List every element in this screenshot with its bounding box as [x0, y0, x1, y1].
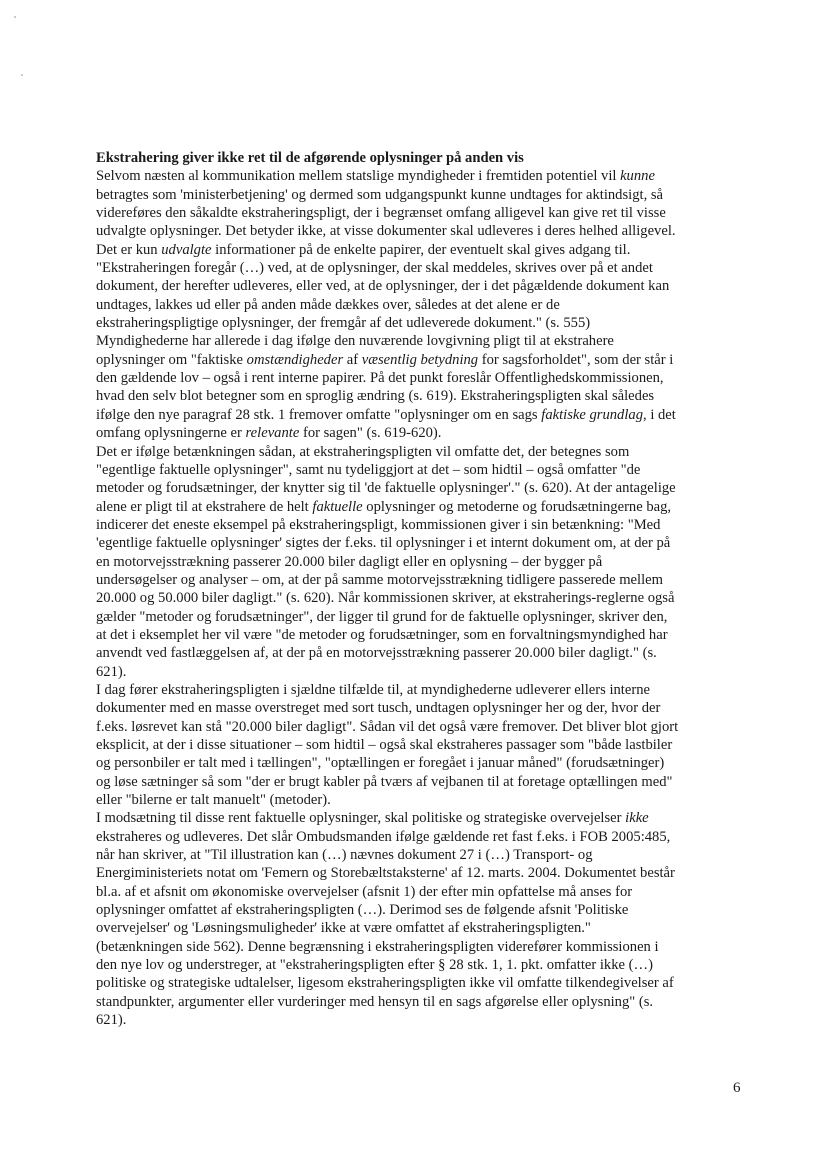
text-line [96, 663, 746, 681]
text-run: "egentlige faktuelle oplysninger", samt nu tydeliggjort at det – som hidtil – også omfatter "de [96, 461, 641, 478]
text-run: Det er kun [96, 241, 162, 258]
text-line [96, 608, 746, 626]
text-run: videreføres den såkaldte ekstraheringspligt, der i begrænset omfang alligevel kan give ret til visse [96, 205, 666, 222]
text-run: oplysninger og metoderne og forudsætningerne bag, [362, 498, 672, 515]
text-run: Myndighederne har allerede i dag ifølge den nuværende lovgivning pligt til at ekstrahere [96, 333, 614, 350]
text-line [96, 883, 746, 901]
text-run: eller "bilerne er talt manuelt" (metoder). [96, 792, 331, 809]
text-line [96, 974, 746, 992]
text-run: af [343, 351, 362, 368]
text-line [96, 387, 746, 405]
text-line [96, 443, 746, 461]
text-run: når han skriver, at "Til illustration kan (…) nævnes dokument 27 i (…) Transport- og [96, 847, 593, 864]
text-run: en motorvejsstrækning passerer 20.000 biler dagligt eller en oplysning – der bygger på [96, 553, 603, 570]
text-line [96, 791, 746, 809]
text-run: metoder og forudsætninger, der knytter sig til 'de faktuelle oplysninger'." (s. 620). At der antagelige [96, 480, 676, 497]
text-line [96, 332, 746, 350]
text-line [96, 773, 746, 791]
text-line [96, 461, 746, 479]
text-line [96, 424, 746, 442]
text-line [96, 479, 746, 497]
text-run: ekstraheres og udleveres. Det slår Ombudsmanden ifølge gældende ret fast f.eks. i FOB 2005:485, [96, 828, 671, 845]
text-run: politiske og strategiske udtalelser, ligesom ekstraheringspligten ikke vil omfatte tilkendegivelser af [96, 975, 674, 992]
italic-run: ikke [625, 810, 649, 827]
text-run: anvendt ved fastlæggelsen af, at der på en motorvejsstrækning passerer 20.000 biler dagligt." (s. [96, 645, 657, 662]
text-line [96, 919, 746, 937]
text-line [96, 681, 746, 699]
text-line [96, 938, 746, 956]
text-run: gælder "metoder og forudsætninger", der ligger til grund for de faktuelle oplysninger, skriver den, [96, 608, 668, 625]
text-run: 20.000 og 50.000 biler dagligt." (s. 620). Når kommissionen skriver, at ekstraherings-reglerne også [96, 590, 675, 607]
text-line [96, 534, 746, 552]
text-line [96, 901, 746, 919]
text-line [96, 589, 746, 607]
italic-run: faktuelle [312, 498, 363, 515]
text-run: omfang oplysningerne er [96, 425, 246, 442]
text-run: ifølge den nye paragraf 28 stk. 1 fremover omfatte "oplysninger om en sags [96, 406, 542, 423]
text-line [96, 167, 746, 185]
text-run: standpunkter, argumenter eller vurderinger med hensyn til en sags afgørelse eller oplysning" (s. [96, 993, 654, 1010]
text-line [96, 828, 746, 846]
text-run: ekstraheringspligtige oplysninger, der fremgår af det udleverede dokument." (s. 555) [96, 315, 591, 332]
text-run: undersøgelser og analyser – om, at der på samme motorvejsstrækning tidligere passerede mellem [96, 571, 663, 588]
text-run: I modsætning til disse rent faktuelle oplysninger, skal politiske og strategiske overvejelser [96, 810, 626, 827]
text-line [96, 699, 746, 717]
italic-run: kunne [620, 168, 655, 185]
document-body [96, 149, 746, 1030]
text-line [96, 222, 746, 240]
scan-speck [21, 74, 23, 76]
text-run: oplysninger om "faktiske [96, 351, 247, 368]
text-run: 621). [96, 663, 127, 680]
italic-run: væsentlig betydning [361, 351, 479, 368]
text-line [96, 498, 746, 516]
italic-run: faktiske grundlag [541, 406, 644, 423]
text-line [96, 186, 746, 204]
text-run: udvalgte oplysninger. Det betyder ikke, at visse dokumenter skal udleveres i deres helhed alligevel. [96, 223, 676, 240]
text-line [96, 993, 746, 1011]
text-line [96, 351, 746, 369]
text-run: dokumenter med en masse overstreget med sort tusch, undtagen oplysninger her og der, hvor der [96, 700, 661, 717]
text-line [96, 846, 746, 864]
text-line [96, 369, 746, 387]
text-run: oplysninger omfattet af ekstraheringspligten (…). Derimod ses de følgende afsnit 'Politiske [96, 902, 629, 919]
text-line [96, 571, 746, 589]
page-number: 6 [733, 1080, 741, 1096]
italic-run: udvalgte [161, 241, 212, 258]
text-line [96, 718, 746, 736]
text-line [96, 241, 746, 259]
text-run: eksplicit, at der i disse situationer – som hidtil – også skal ekstraheres passager som "både lastbiler [96, 737, 673, 753]
text-run: for sagen" (s. 619-620). [299, 425, 442, 442]
text-run: indicerer det eneste eksempel på ekstraheringspligt, kommissionen giver i sin betænkning: "Med [96, 516, 661, 533]
text-run: undtages, lakkes ud eller på anden måde dækkes over, således at det alene er de [96, 296, 560, 313]
text-line [96, 754, 746, 772]
text-run: alene er pligt til at ekstrahere de helt [96, 498, 313, 515]
section-heading: Ekstrahering giver ikke ret til de afgørende oplysninger på anden vis [96, 150, 524, 166]
text-run: og løse sætninger så som "der er brugt kabler på tværs af vejbanen til at foretage optællingen med" [96, 773, 673, 790]
body-text [96, 167, 746, 1029]
text-run: at det i eksemplet her vil være "de metoder og forudsætninger, som en forvaltningsmyndighed har [96, 626, 668, 643]
text-run: 621). [96, 1012, 127, 1029]
text-run: I dag fører ekstraheringspligten i sjældne tilfælde til, at myndighederne udleverer ellers interne [96, 681, 650, 698]
italic-run: omstændigheder [246, 351, 344, 368]
text-run: , i det [643, 406, 676, 423]
text-line [96, 864, 746, 882]
text-run: f.eks. løsrevet kan stå "20.000 biler dagligt". Sådan vil det også være fremover. Det bliver blot gjort [96, 718, 679, 735]
text-run: "Ekstraheringen foregår (…) ved, at de oplysninger, der skal meddeles, skrives over på et andet [96, 260, 653, 277]
text-run: Energiministeriets notat om 'Femern og Storebæltstaksterne' af 12. marts. 2004. Dokumentet består [96, 865, 675, 882]
text-run: overvejelser' og 'Løsningsmuligheder' ikke at være omfattet af ekstraheringspligten." [96, 920, 591, 937]
text-line [96, 277, 746, 295]
text-run: den nye lov og understreger, at "ekstraheringspligten efter § 28 stk. 1, 1. pkt. omfatter ikke (…) [96, 957, 653, 974]
text-run: hvad den selv blot betegner som en sproglig ændring (s. 619). Ekstraheringspligten skal således [96, 388, 655, 405]
scan-speck [14, 16, 16, 18]
text-run: (betænkningen side 562). Denne begrænsning i ekstraheringspligten viderefører kommissionen i [96, 938, 659, 955]
italic-run: relevante [245, 425, 300, 442]
text-line [96, 516, 746, 534]
text-run: betragtes som 'ministerbetjening' og dermed som udgangspunkt kunne undtages for aktindsigt, så [96, 186, 664, 203]
text-line [96, 204, 746, 222]
text-line [96, 1011, 746, 1029]
text-run: informationer på de enkelte papirer, der eventuelt skal gives adgang til. [211, 241, 631, 258]
text-run: for sagsforholdet", som der står i [478, 351, 674, 368]
text-run: dokument, der herefter udleveres, eller ved, at de oplysninger, der i det pågældende dokument kan [96, 278, 670, 295]
text-run: den gældende lov – også i rent interne papirer. På det punkt foreslår Offentlighedskommissionen, [96, 370, 664, 387]
text-run: 'egentlige faktuelle oplysninger' sigtes der f.eks. til oplysninger i et internt dokument om, at der på [96, 535, 671, 552]
text-line [96, 406, 746, 424]
text-line [96, 626, 746, 644]
text-run: bl.a. af et afsnit om økonomiske overvejelser (afsnit 1) der efter min opfattelse må anses for [96, 883, 633, 900]
text-line [96, 553, 746, 571]
text-run: Det er ifølge betænkningen sådan, at ekstraheringspligten vil omfatte det, der betegnes som [96, 443, 630, 460]
text-line [96, 296, 746, 314]
text-line [96, 956, 746, 974]
text-line [96, 259, 746, 277]
text-line [96, 314, 746, 332]
text-line [96, 644, 746, 662]
text-line [96, 809, 746, 827]
text-run: Selvom næsten al kommunikation mellem statslige myndigheder i fremtiden potentiel vil [96, 168, 621, 185]
text-run: og personbiler er talt med i tællingen", "optællingen er foregået i januar måned" (forudsætninger) [96, 755, 665, 772]
text-line [96, 736, 746, 754]
